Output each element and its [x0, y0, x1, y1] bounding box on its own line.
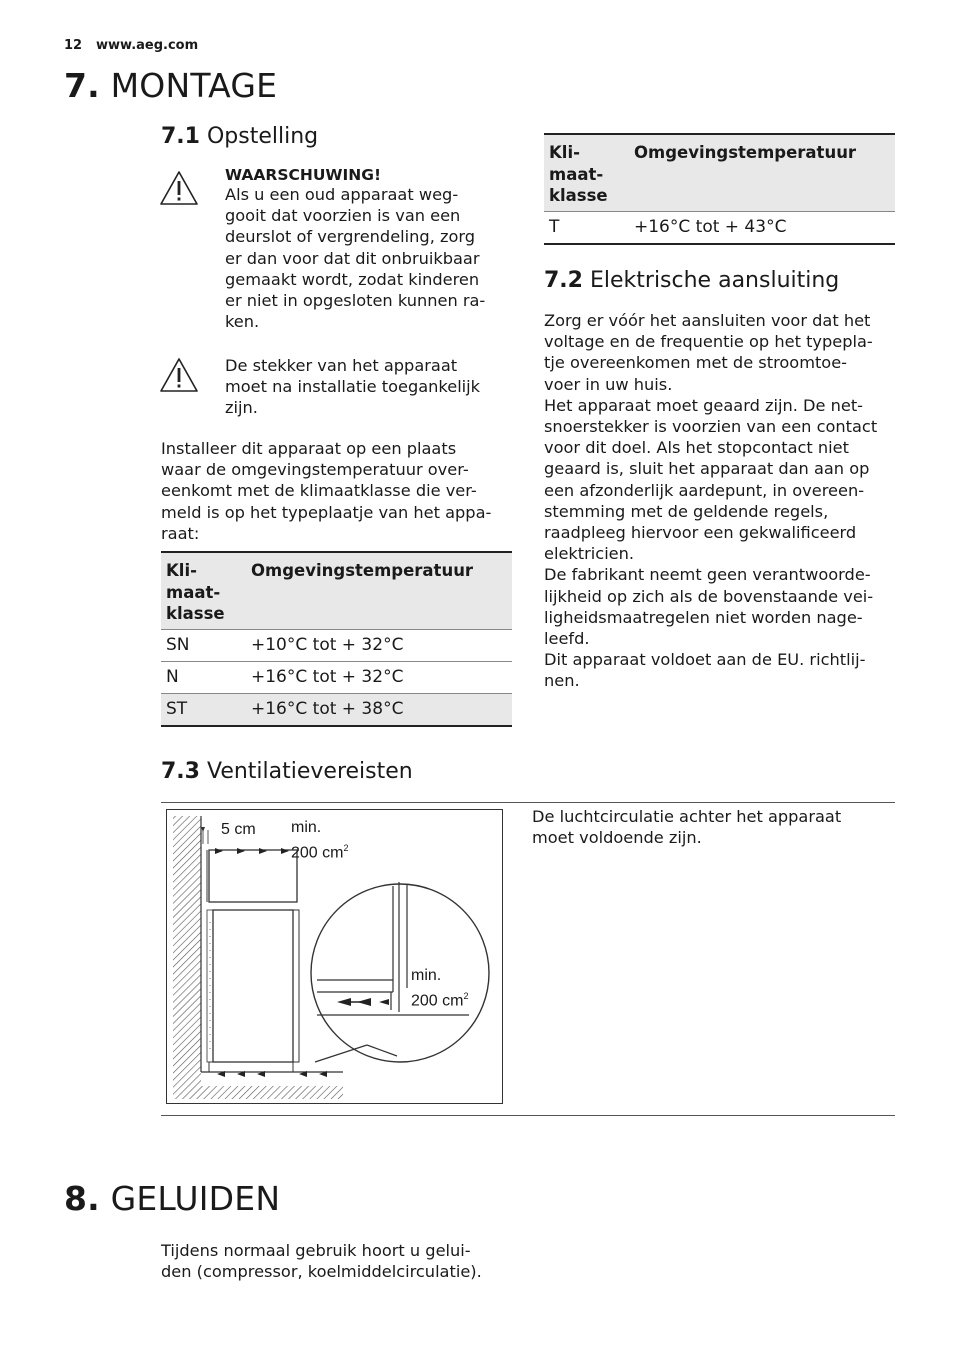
cell-temperature: +10°C tot + 32°C [246, 629, 512, 661]
text-line: een afzonderlijk aardepunt, in overeen- [544, 480, 865, 500]
section-7-number: 7. [64, 66, 100, 105]
warning-triangle-icon [159, 170, 199, 206]
cell-klasse: ST [161, 693, 246, 726]
text-line: elektricien. [544, 544, 635, 564]
cell-temperature: +16°C tot + 32°C [246, 661, 512, 693]
text-line: ligheidsmaatregelen niet worden nage- [544, 607, 863, 627]
text-line: De fabrikant neemt geen verantwoorde- [544, 565, 871, 585]
superscript: 2 [343, 843, 349, 853]
table-header-row [544, 134, 895, 211]
cell-temperature: +16°C tot + 43°C [629, 211, 895, 244]
text-line: Installeer dit apparaat op een plaats [161, 439, 457, 458]
text-line: stemming met de geldende regels, [544, 501, 829, 521]
subsection-7-1-number: 7.1 [161, 124, 200, 149]
gap-label: 5 cm [221, 821, 256, 838]
wall [173, 816, 201, 1086]
text-line: zijn. [225, 398, 258, 418]
section-8-heading [64, 1179, 280, 1218]
text-line: tje overeenkomen met de stroomtoe- [544, 353, 848, 373]
subsection-7-2-heading [544, 268, 839, 293]
subsection-7-2-number: 7.2 [544, 268, 583, 293]
text-line [411, 986, 468, 1011]
detail-min-label [411, 965, 468, 1011]
text-line: eenkomt met de klimaatklasse die ver- [161, 481, 477, 501]
text-line: geaard is, sluit het apparaat dan aan op [544, 459, 870, 479]
text-line: nen. [544, 671, 580, 691]
text-line: maat- [549, 164, 604, 184]
area-value: 200 cm [411, 992, 464, 1010]
text-line: er niet in opgesloten kunnen ra- [225, 291, 486, 311]
warning-block [225, 166, 515, 332]
text-line [291, 838, 348, 863]
website-url: www.aeg.com [96, 38, 199, 53]
text-line: deurslot of vergrendeling, zorg [225, 227, 476, 247]
upper-cabinet [209, 850, 297, 902]
subsection-7-3-title: Ventilatievereisten [206, 759, 413, 784]
subsection-7-3-heading [161, 759, 413, 784]
table-row [161, 693, 512, 726]
cell-temperature: +16°C tot + 38°C [246, 693, 512, 726]
text-line: De stekker van het apparaat [225, 356, 458, 375]
top-min-label [291, 817, 348, 863]
text-line: moet voldoende zijn. [532, 828, 702, 848]
floor [173, 1086, 343, 1099]
table-row [161, 629, 512, 661]
text-line: min. [291, 819, 322, 836]
divider-top [161, 802, 895, 803]
climate-class-table [161, 551, 512, 727]
airflow-arrows-top [215, 848, 289, 854]
text-line: leefd. [544, 629, 590, 649]
divider-bottom [161, 1115, 895, 1116]
text-line: gooit dat voorzien is van een [225, 206, 461, 226]
install-paragraph [161, 438, 516, 544]
text-line: Het apparaat moet geaard zijn. De net- [544, 395, 864, 415]
subsection-7-2-title: Elektrische aansluiting [589, 268, 840, 293]
text-line: Tijdens normaal gebruik hoort u gelui- [161, 1241, 471, 1260]
text-line: den (compressor, koelmiddelcirculatie). [161, 1262, 482, 1282]
text-line: maat- [166, 582, 221, 602]
text-line: gemaakt wordt, zodat kinderen [225, 269, 480, 289]
text-line: meld is op het typeplaatje van het appa- [161, 502, 492, 522]
table-row [544, 211, 895, 244]
cell-klasse: SN [161, 629, 246, 661]
section-7-title: MONTAGE [110, 66, 278, 105]
text-line: De luchtcirculatie achter het apparaat [532, 807, 842, 826]
cell-klasse: N [161, 661, 246, 693]
warning-title: WAARSCHUWING! [225, 166, 382, 184]
text-line: snoerstekker is voorzien van een contact [544, 417, 878, 437]
text-line: raat: [161, 523, 200, 543]
section-8-title: GELUIDEN [110, 1179, 281, 1218]
climate-class-table-continued [544, 133, 895, 245]
text-line: moet na installatie toegankelijk [225, 377, 481, 397]
ventilation-diagram [166, 809, 503, 1104]
text-line: voer in uw huis. [544, 374, 673, 394]
text-line: voltage en de frequentie op het typepla- [544, 332, 873, 352]
table-header-row [161, 552, 512, 629]
text-line: Kli- [549, 143, 580, 162]
table-header-klasse [544, 134, 629, 211]
warning-text [225, 184, 515, 332]
table-header-temperature: Omgevingstemperatuur [246, 552, 512, 629]
ventilation-description [532, 806, 892, 848]
appliance-door [293, 910, 299, 1062]
text-line: er dan voor dat dit onbruikbaar [225, 248, 480, 268]
text-line: waar de omgevingstemperatuur over- [161, 460, 469, 480]
caution-triangle-icon [159, 357, 199, 393]
text-line: Dit apparaat voldoet aan de EU. richtlij- [544, 650, 866, 670]
superscript: 2 [463, 991, 469, 1001]
page-number: 12 [64, 38, 83, 53]
text-line: Als u een oud apparaat weg- [225, 185, 459, 204]
text-line: Kli- [166, 561, 197, 580]
sound-paragraph [161, 1240, 521, 1282]
text-line: klasse [549, 186, 608, 205]
area-value: 200 cm [291, 844, 344, 862]
text-line: min. [411, 967, 442, 984]
note-text [225, 355, 515, 419]
section-7-heading [64, 66, 277, 105]
section-8-number: 8. [64, 1179, 100, 1218]
table-header-klasse [161, 552, 246, 629]
text-line: voor dit doel. Als het stopcontact niet [544, 438, 849, 458]
table-row [161, 661, 512, 693]
subsection-7-3-number: 7.3 [161, 759, 200, 784]
text-line: klasse [166, 604, 225, 623]
subsection-7-1-heading [161, 124, 318, 149]
subsection-7-1-title: Opstelling [206, 124, 319, 149]
electrical-paragraph [544, 310, 904, 692]
appliance-body [213, 910, 293, 1062]
cell-klasse: T [544, 211, 629, 244]
table-header-temperature: Omgevingstemperatuur [629, 134, 895, 211]
text-line: Zorg er vóór het aansluiten voor dat het [544, 311, 871, 330]
text-line: ken. [225, 312, 260, 332]
text-line: lijkheid op zich als de bovenstaande vei- [544, 586, 874, 606]
text-line: raadpleeg hiervoor een gekwalificeerd [544, 523, 857, 543]
